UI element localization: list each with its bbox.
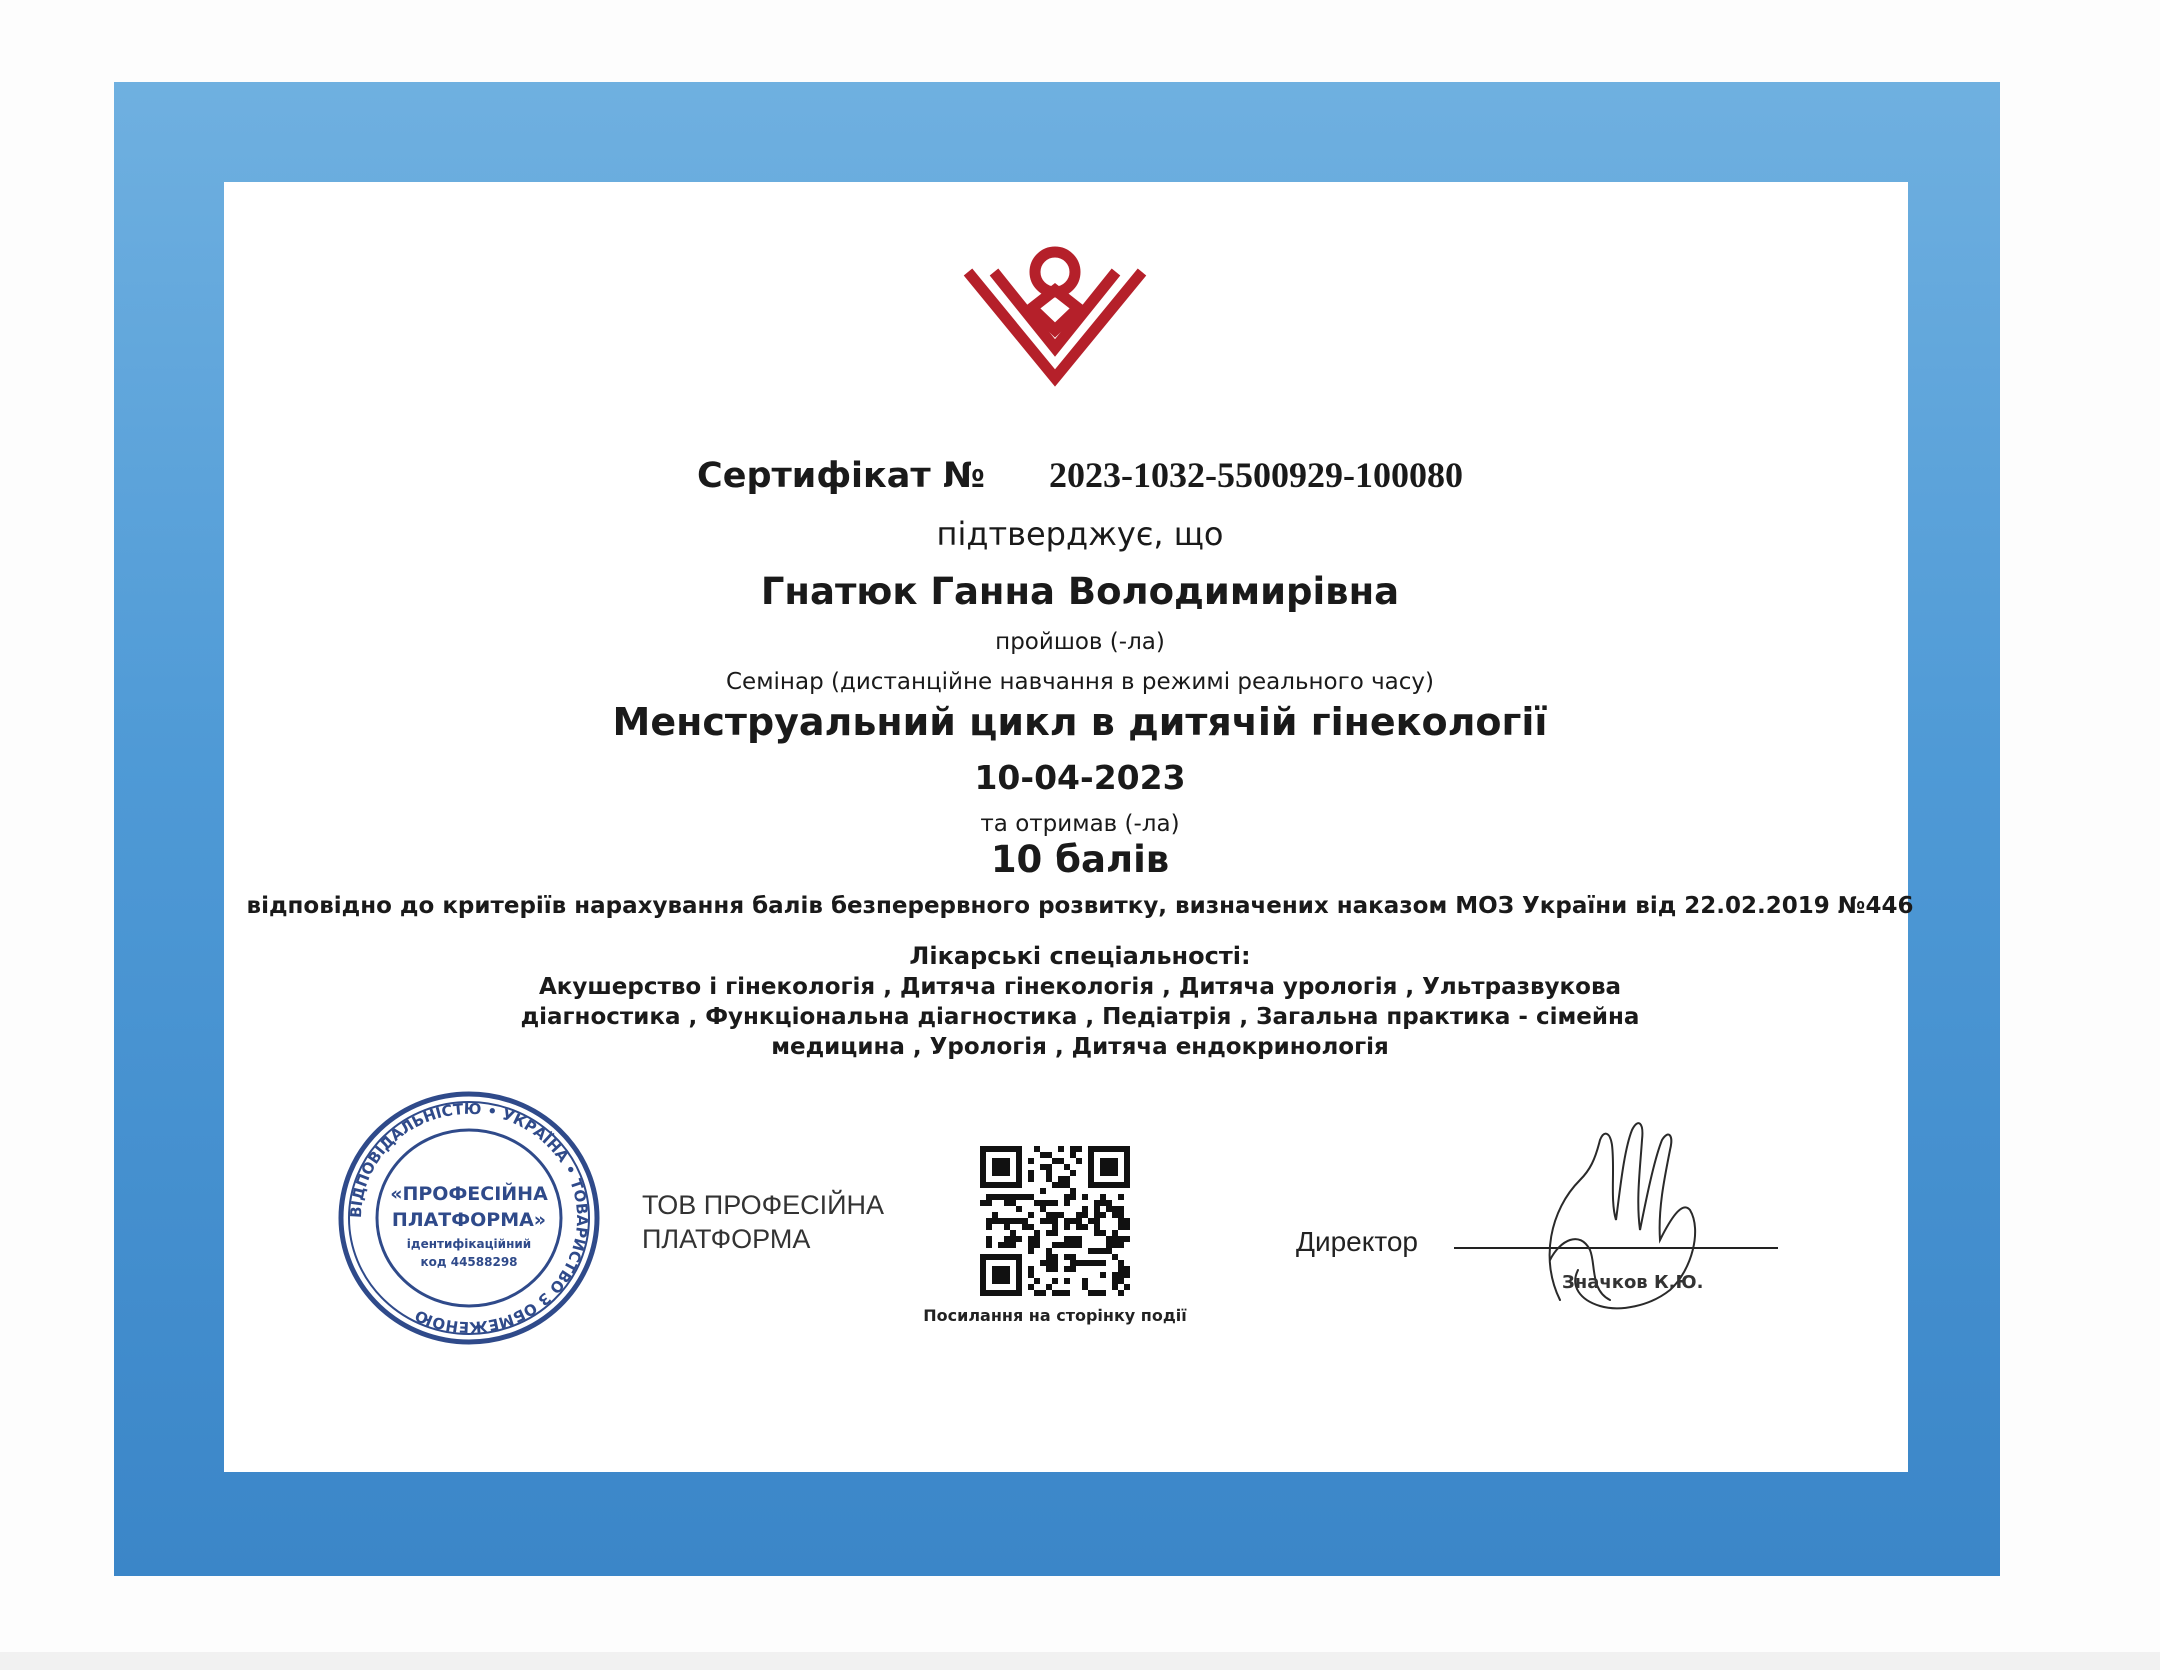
points-awarded: 10 балів bbox=[990, 838, 1170, 881]
certificate-number: 2023-1032-5500929-100080 bbox=[1049, 455, 1463, 495]
confirms-text: підтверджує, що bbox=[936, 515, 1224, 553]
event-type: Семінар (дистанційне навчання в режимі реального часу) bbox=[725, 669, 1434, 695]
organization-logo bbox=[960, 238, 1150, 388]
event-title: Менструальний цикл в дитячій гінекології bbox=[612, 700, 1548, 744]
event-date: 10-04-2023 bbox=[974, 758, 1186, 797]
director-signature bbox=[1520, 1100, 1720, 1340]
signer-name: Значков К.Ю. bbox=[1562, 1272, 1704, 1293]
scan-edge bbox=[0, 1652, 2160, 1670]
certificate-number-row bbox=[0, 454, 2160, 496]
recipient-name: Гнатюк Ганна Володимирівна bbox=[760, 570, 1400, 613]
stamp-ring-text: ВІДПОВІДАЛЬНІСТЮ • УКРАЇНА • ТОВАРИСТВО З ОБМЕЖЕНОЮ bbox=[346, 1099, 592, 1337]
received-text: та отримав (-ла) bbox=[980, 811, 1180, 837]
company-name-line2: ПЛАТФОРМА bbox=[642, 1224, 811, 1254]
company-name-line1: ТОВ ПРОФЕСІЙНА bbox=[642, 1190, 885, 1220]
certificate-label: Сертифікат № bbox=[697, 456, 985, 496]
qr-caption: Посилання на сторінку події bbox=[923, 1306, 1187, 1325]
criteria-text: відповідно до критеріїв нарахування балів безперервного розвитку, визначених наказом МОЗ України від 22.02.2019 №446 bbox=[246, 893, 1914, 919]
passed-text: пройшов (-ла) bbox=[995, 629, 1165, 655]
company-name bbox=[642, 1188, 922, 1256]
specialties-heading: Лікарські спеціальності: bbox=[909, 942, 1251, 970]
stamp-center-line1: «ПРОФЕСІЙНА bbox=[390, 1183, 548, 1205]
company-stamp bbox=[334, 1088, 604, 1348]
specialties-list: Акушерство і гінекологія , Дитяча гінекологія , Дитяча урологія , Ультразвукова діагностика , Функціональна діагностика , Педіатрія , Загальна практика - сімейна медицина , Урологія , Дитяча ендокринологія bbox=[520, 974, 1640, 1060]
stamp-center-line3: ідентифікаційний bbox=[406, 1237, 532, 1251]
event-qr-code[interactable] bbox=[980, 1146, 1130, 1296]
director-label: Директор bbox=[1296, 1226, 1418, 1257]
stamp-center-line4: код 44588298 bbox=[420, 1255, 518, 1269]
stamp-center-line2: ПЛАТФОРМА» bbox=[391, 1209, 547, 1231]
